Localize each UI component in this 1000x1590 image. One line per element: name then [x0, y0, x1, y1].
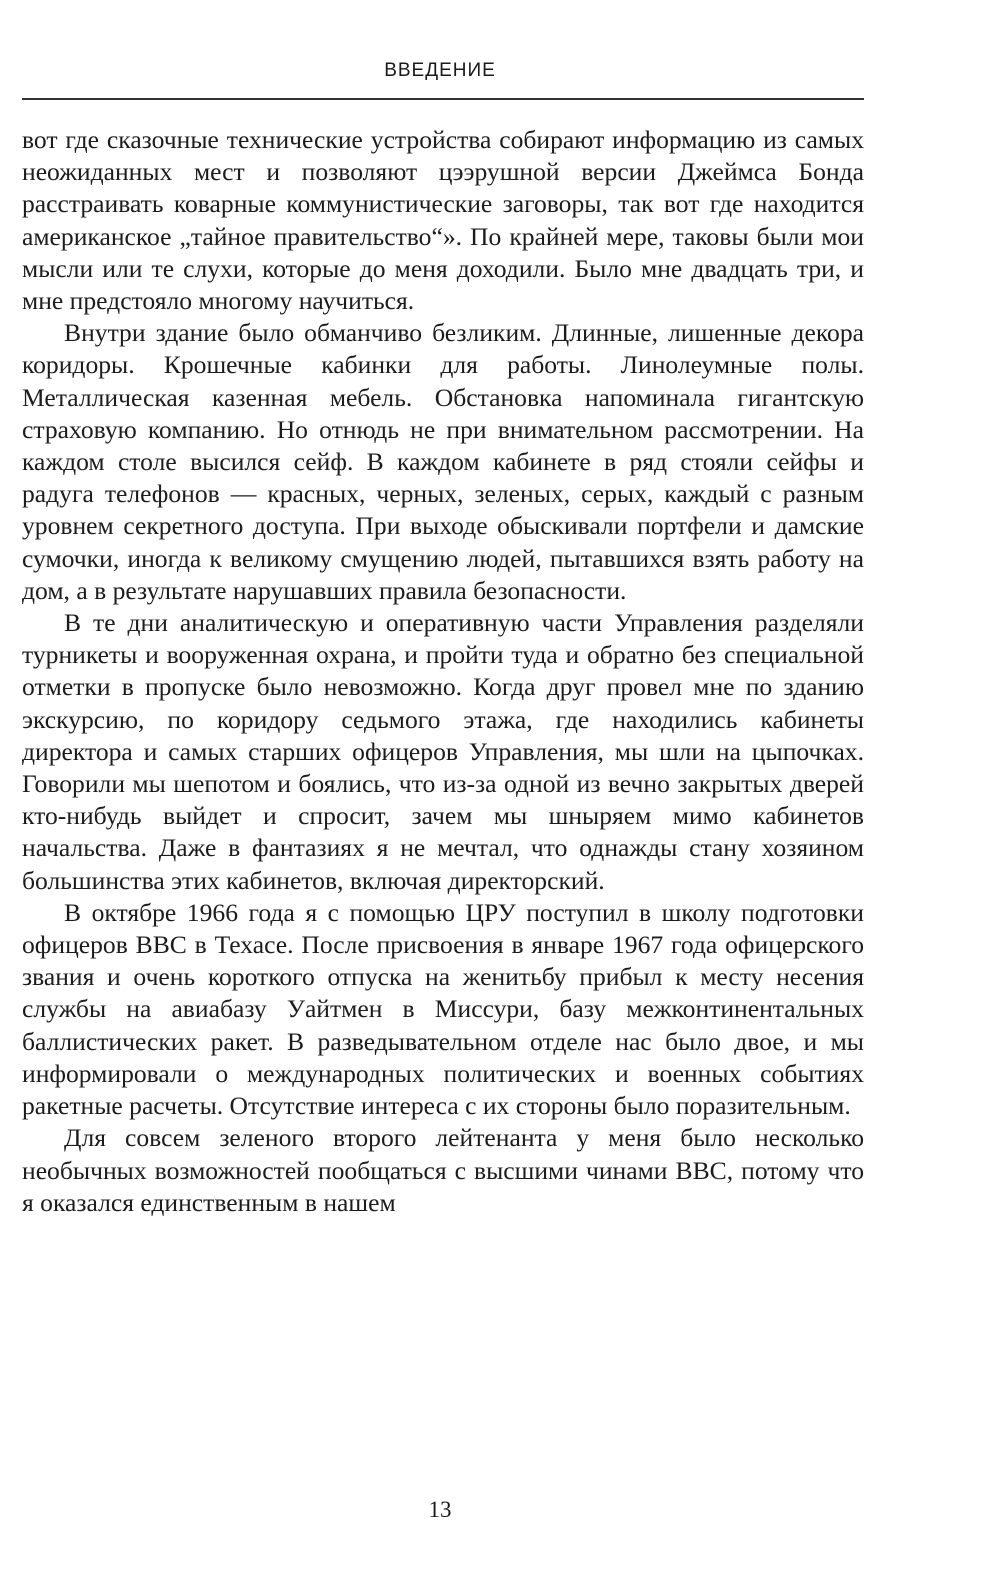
page-number: 13	[428, 1497, 452, 1522]
paragraph-continued: вот где сказочные технические устройства собирают информацию из самых неожиданных мест и позволяют цээрушной версии Джеймса Бонда расстраивать коварные коммунистические заговоры, так вот где находится американское „тайное правительство“». По крайней мере, таковы были мои мысли или те слухи, которые до меня доходили. Было мне двадцать три, и мне предстояло многому научиться.	[22, 125, 864, 316]
body-text	[22, 124, 864, 1219]
header-rule	[22, 98, 864, 100]
running-head: ВВЕДЕНИЕ	[384, 60, 496, 81]
paragraph: В те дни аналитическую и оперативную части Управления разделяли турникеты и вооруженная охрана, и пройти туда и обратно без специальной отметки в пропуске было невозможно. Когда друг провел мне по зданию экскурсию, по коридору седьмого этажа, где находились кабинеты директора и самых старших офицеров Управления, мы шли на цыпочках. Говорили мы шепотом и боялись, что из-за одной из вечно закрытых дверей кто-нибудь выйдет и спросит, зачем мы шныряем мимо кабинетов начальства. Даже в фантазиях я не мечтал, что однажды стану хозяином большинства этих кабинетов, включая директорский.	[22, 608, 864, 895]
paragraph: Для совсем зеленого второго лейтенанта у меня было несколько необычных возможностей пообщаться с высшими чинами ВВС, потому что я оказался единственным в нашем	[22, 1123, 864, 1217]
paragraph: В октябре 1966 года я с помощью ЦРУ поступил в школу подготовки офицеров ВВС в Техасе. После присвоения в январе 1967 года офицерского звания и очень короткого отпуска на женитьбу прибыл к месту несения службы на авиабазу Уайтмен в Миссури, базу межконтинентальных баллистических ракет. В разведывательном отделе нас было двое, и мы информировали о международных политических и военных событиях ракетные расчеты. Отсутствие интереса с их стороны было поразительным.	[22, 897, 864, 1121]
paragraph: Внутри здание было обманчиво безликим. Длинные, лишенные декора коридоры. Крошечные кабинки для работы. Линолеумные полы. Металлическая казенная мебель. Обстановка напоминала гигантскую страховую компанию. Но отнюдь не при внимательном рассмотрении. На каждом столе высился сейф. В каждом кабинете в ряд стояли сейфы и радуга телефонов — красных, черных, зеленых, серых, каждый с разным уровнем секретного доступа. При выходе обыскивали портфели и дамские сумочки, иногда к великому смущению людей, пытавшихся взять работу на дом, а в результате нарушавших правила безопасности.	[22, 318, 864, 605]
